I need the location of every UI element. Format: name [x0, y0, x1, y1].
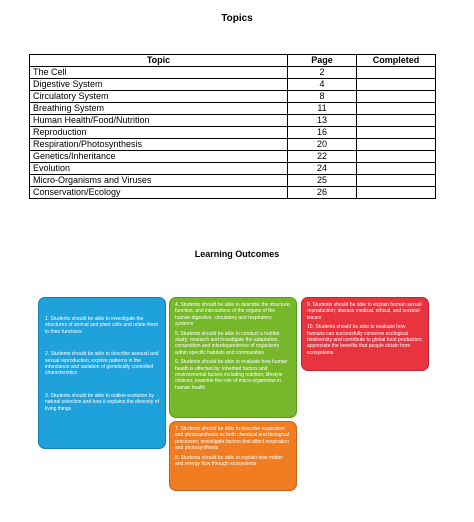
topic-cell: The Cell: [30, 67, 288, 79]
table-row: [30, 127, 436, 139]
page-cell: 20: [288, 139, 357, 151]
outcomes-box-orange: [169, 421, 297, 491]
table-row: [30, 103, 436, 115]
topic-cell: Circulatory System: [30, 91, 288, 103]
outcomes-box-blue: [38, 297, 166, 449]
table-row: [30, 115, 436, 127]
page-cell: 16: [288, 127, 357, 139]
outcome-10: 10. Students should be able to evaluate how humans can successfully conserve ecological biodiversity and contribute to global food production; appreciate the benefits that people obtain from ecosystems: [307, 324, 423, 356]
outcome-6: 6. Students should be able to evaluate how human health is affected by: inherited factors and environmental factors including nutrition; lifestyle choices; examine the role of micro-organisms in human health: [175, 359, 288, 391]
page-cell: 26: [288, 187, 357, 199]
table-row: [30, 139, 436, 151]
topics-table: [29, 54, 436, 199]
outcome-8: 8. Students should be able to explain how matter and energy flow through ecosystems: [175, 454, 284, 468]
completed-cell: [357, 103, 436, 115]
table-row: [30, 67, 436, 79]
page-cell: 8: [288, 91, 357, 103]
page-cell: 25: [288, 175, 357, 187]
page-cell: 13: [288, 115, 357, 127]
completed-cell: [357, 91, 436, 103]
column-header-topic: Topic: [30, 55, 288, 67]
completed-cell: [357, 115, 436, 127]
topic-cell: Evolution: [30, 163, 288, 175]
topic-cell: Human Health/Food/Nutrition: [30, 115, 288, 127]
outcome-9: 9. Students should be able to explain human sexual reproduction; discuss medical, ethical, and societal issues: [307, 302, 422, 321]
table-row: [30, 151, 436, 163]
column-header-completed: Completed: [357, 55, 436, 67]
completed-cell: [357, 187, 436, 199]
outcome-3: 3. Students should be able to outline evolution by natural selection and how it explains the diversity of living things: [45, 392, 159, 412]
completed-cell: [357, 127, 436, 139]
page-cell: 24: [288, 163, 357, 175]
table-row: [30, 91, 436, 103]
topic-cell: Respiration/Photosynthesis: [30, 139, 288, 151]
outcome-4: 4. Students should be able to describe the structure, function, and interactions of the organs of the human digestive, circulatory and respiratory systems: [175, 302, 291, 328]
table-header-row: [30, 55, 436, 67]
completed-cell: [357, 79, 436, 91]
outcomes-box-red: [301, 297, 429, 371]
outcome-2: 2. Students should be able to describe asexual and sexual reproduction; explore patterns in the inheritance and variation of genetically controlled characteristics: [45, 351, 159, 377]
table-row: [30, 175, 436, 187]
topic-cell: Digestive System: [30, 79, 288, 91]
outcomes-box-green: [169, 297, 297, 418]
table-row: [30, 163, 436, 175]
outcome-7: 7. Students should be able to describe respiration and photosynthesis as both chemical and biological processes; investigate factors that affect respiration and photosynthesis: [175, 426, 289, 452]
table-row: [30, 187, 436, 199]
topic-cell: Reproduction: [30, 127, 288, 139]
completed-cell: [357, 175, 436, 187]
page-cell: 4: [288, 79, 357, 91]
page-cell: 2: [288, 67, 357, 79]
topic-cell: Breathing System: [30, 103, 288, 115]
topic-cell: Micro-Organisms and Viruses: [30, 175, 288, 187]
topics-heading: Topics: [221, 13, 253, 24]
completed-cell: [357, 163, 436, 175]
page-cell: 22: [288, 151, 357, 163]
page-cell: 11: [288, 103, 357, 115]
completed-cell: [357, 67, 436, 79]
table-row: [30, 79, 436, 91]
outcome-1: 1. Students should be able to investigate the structures of animal and plant cells and relate them to their functions: [45, 316, 159, 335]
topic-cell: Genetics/Inheritance: [30, 151, 288, 163]
completed-cell: [357, 139, 436, 151]
learning-outcomes-heading: Learning Outcomes: [194, 249, 280, 259]
column-header-page: Page: [288, 55, 357, 67]
completed-cell: [357, 151, 436, 163]
topic-cell: Conservation/Ecology: [30, 187, 288, 199]
outcome-5: 5. Students should be able to conduct a habitat study; research and investigate the adaptation, competition and interdependence of organisms within specific habitats and communities: [175, 330, 280, 356]
